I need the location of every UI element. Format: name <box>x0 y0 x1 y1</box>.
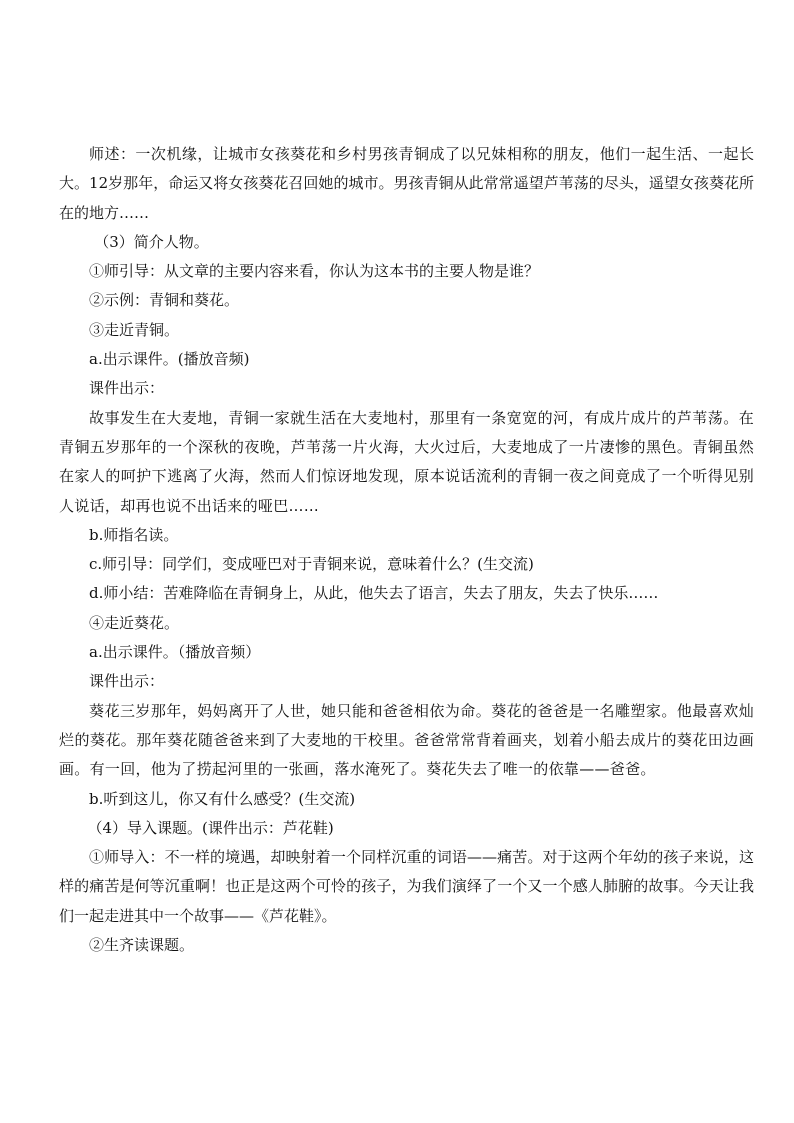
subheading-kuihua: ④走近葵花。 <box>89 613 180 632</box>
step-show-courseware: a.出示课件。(播放音频) <box>89 350 250 369</box>
step-teacher-summary: d.师小结：苦难降临在青铜身上，从此，他失去了语言，失去了朋友，失去了快乐…… <box>89 584 659 603</box>
courseware-label-2: 课件出示： <box>89 672 165 691</box>
section-heading-introduce-characters: （3）简介人物。 <box>94 232 209 251</box>
teacher-introduction: ①师导入：不一样的境遇，却映射着一个同样沉重的词语——痛苦。对于这两个年幼的孩子来说，这样的痛苦是何等沉重啊！也正是这两个可怜的孩子，为我们演绎了一个又一个感人肺腑的故事。今天让我们一起走进其中一个故事——《芦花鞋》。 <box>59 848 754 925</box>
lesson-plan-body <box>59 140 754 960</box>
teacher-guide-question: ①师引导：从文章的主要内容来看，你认为这本书的主要人物是谁？ <box>89 262 540 281</box>
courseware-label: 课件出示： <box>89 379 165 398</box>
step-teacher-guide: c.师引导：同学们，变成哑巴对于青铜来说，意味着什么？(生交流) <box>89 555 534 574</box>
step-read-aloud: b.师指名读。 <box>89 525 179 544</box>
narration-paragraph: 师述：一次机缘，让城市女孩葵花和乡村男孩青铜成了以兄妹相称的朋友，他们一起生活、一起长大。12岁那年，命运又将女孩葵花召回她的城市。男孩青铜从此常常遥望芦苇荡的尽头，遥望女孩葵花所在的地方…… <box>59 145 754 222</box>
example-answer: ②示例：青铜和葵花。 <box>89 291 240 310</box>
courseware-text-qingtong: 故事发生在大麦地，青铜一家就生活在大麦地村，那里有一条宽宽的河，有成片成片的芦苇荡。在青铜五岁那年的一个深秋的夜晚，芦苇荡一片火海，大火过后，大麦地成了一片凄惨的黑色。青铜虽然在家人的呵护下逃离了火海，然而人们惊讶地发现，原本说话流利的青铜一夜之间竟成了一个听得见别人说话，却再也说不出话来的哑巴…… <box>59 408 754 515</box>
students-read-title: ②生齐读课题。 <box>89 936 195 955</box>
step-show-courseware-2: a.出示课件。（播放音频） <box>89 643 261 662</box>
section-heading-introduce-topic: （4）导入课题。(课件出示：芦花鞋) <box>87 818 334 837</box>
subheading-qingtong: ③走近青铜。 <box>89 320 180 339</box>
step-feelings: b.听到这儿，你又有什么感受？(生交流) <box>89 789 356 808</box>
courseware-text-kuihua: 葵花三岁那年，妈妈离开了人世，她只能和爸爸相依为命。葵花的爸爸是一名雕塑家。他最喜欢灿烂的葵花。那年葵花随爸爸来到了大麦地的干校里。爸爸常常背着画夹，划着小船去成片的葵花田边画画。有一回，他为了捞起河里的一张画，落水淹死了。葵花失去了唯一的依靠——爸爸。 <box>59 701 754 779</box>
